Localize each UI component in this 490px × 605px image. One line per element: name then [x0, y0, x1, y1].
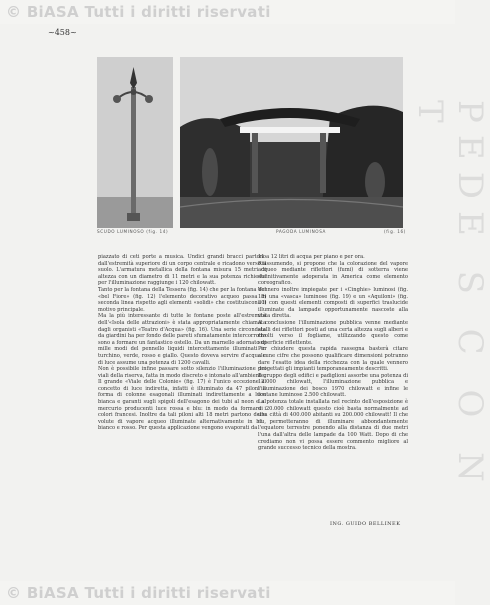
paragraph: 11 a 12 litri di acqua per piano e per ora. [258, 254, 365, 260]
watermark-side: PEDE S C O N T [410, 100, 490, 494]
page-number: ~458~ [48, 28, 77, 37]
watermark-bottom-band [0, 581, 455, 605]
article-left-column [98, 254, 266, 432]
paragraph: piazzato di ceti porte a musica. Undici grandi bracci partono dall'estremità superiore di un corpo centrale e ricadono verso il suolo. L'armatura metallica della fontana misura 15 metri di altezza con un diametro di 11 metri e la sua potenza richiesta per l'illuminazione raggiunge i 120 chilowatt. [98, 254, 266, 287]
photo-lamp-post [97, 57, 173, 228]
pagoda-illustration [180, 57, 403, 228]
paragraph: Vennero inoltre impiegate per i «Cinghie» luminosi (fig. 18) una «vasca» luminose (fig. 19) e un «Aquiloni» (fig. 20) con questi elementi composti di superfici traslucide illuminate da lampade opportunamente nascoste alla vista diretta. [258, 286, 408, 320]
paragraph: Per chiudere questa rapida rassegna basterà citare alcune cifre che possono qualificare dimensioni potranno dare l'esatto idea della ricchezza con la quale vennero progettati gli impianti temporaneamente descritti. [258, 346, 408, 373]
paragraph: Ma la più interessante di tutte le fontane poste all'estremità dell'«Isola delle attrazioni» è stata appropriatamente chiamata dagli organisti «Teatro d'Acqua» (fig. 16). Una serie circondata da giardini ha per fondo delle pareti sfumatamente intercorrotto sono a formare un fantastico ostello. Da un marnello adornato di mille modi del pennello liquidi intercettamente illuminati in turchino, verde, rosso e giallo. Questo doveva servire d'acqua e di luce assume una potenza di 1200 cavalli. [98, 313, 266, 366]
paragraph: Il grande «Viale delle Colonie» (fig. 17) è l'unico eccezione al concetto di luce indiretta, infatti è illuminato da 47 piloni a forma di colonne esagonali illuminati indirettamente a luce bianca e garanti sugli spigoli dell'esagono dei tubi al neon e al mercurio producenti luce rossa e blu: in modo da formare i colori francesi. Inoltre da tali piloni alti 18 metri partono delle volute di vapore acqueo illuminate alternativamente in blu, bianco e rosso. Per questa applicazione vengono evaporati da [98, 379, 266, 432]
author-signature: ING. GUIDO BELLINEK [330, 521, 401, 527]
paragraph: A conclusione l'illuminazione pubblica venne mediante stalli dei riflettori posti ad una certa altezza sugli alberi e rivolti verso il fogliame, utilizzando questo come superficie riflettente. [258, 319, 408, 346]
paragraph: Non è possibile infine passare sotto silenzio l'illuminazione dei viali della riserva, fatta in modo discreto e intonato all'ambiente. [98, 366, 266, 379]
paragraph: Tanto per la fontana della Tessera (fig. 14) che per la fontana del «bel Fiore» (fig. 12) l'elemento decorativo acqueo passa in seconda linea rispetto agli elementi «solidi» che costituiscono il motivo principale. [98, 286, 266, 313]
watermark-top-band [0, 0, 455, 24]
watermark-top: © BiASA Tutti i diritti riservati [6, 3, 271, 21]
paragraph: La potenza totale installata nel recinto dell'esposizione è di 20.000 chilowatt questo cioè basta normalmente ad una città di 400.000 abitanti su 200.000 chilowatt! Il che ci permetteranno di illuminare abbondantemente l'equatore terrestre ponendo alla distanza di due metri l'una dall'altra delle lampade da 100 Watt. Dopo di che crediamo non vi possa essere commento migliore al grande successo tecnico della mostra. [258, 399, 408, 452]
article-right-column [258, 254, 408, 452]
paragraph: Il gruppo degli edifici e padiglioni assorbe una potenza di 12.000 chilowatt, l'illuminazione pubblica e l'illuminazione dei bosco 1970 chilowatt e infine le fontane luminose 2.500 chilowatt. [258, 372, 408, 399]
watermark-bottom: © BiASA Tutti i diritti riservati [6, 584, 271, 602]
right-caption-fig: (fig. 16) [384, 229, 406, 234]
photo-pagoda [180, 57, 403, 228]
lamp-post-illustration [97, 57, 173, 228]
left-caption: SCUDO LUMINOSO (fig. 14) [97, 229, 169, 234]
paragraph: Riassumendo, si propone che la colorazione del vapore acqueo mediante riflettori (fumi) di sotterra viene definitivamente adoperata in America come elemento coreografico. [258, 260, 408, 287]
right-caption: PAGODA LUMINOSA [276, 229, 327, 234]
